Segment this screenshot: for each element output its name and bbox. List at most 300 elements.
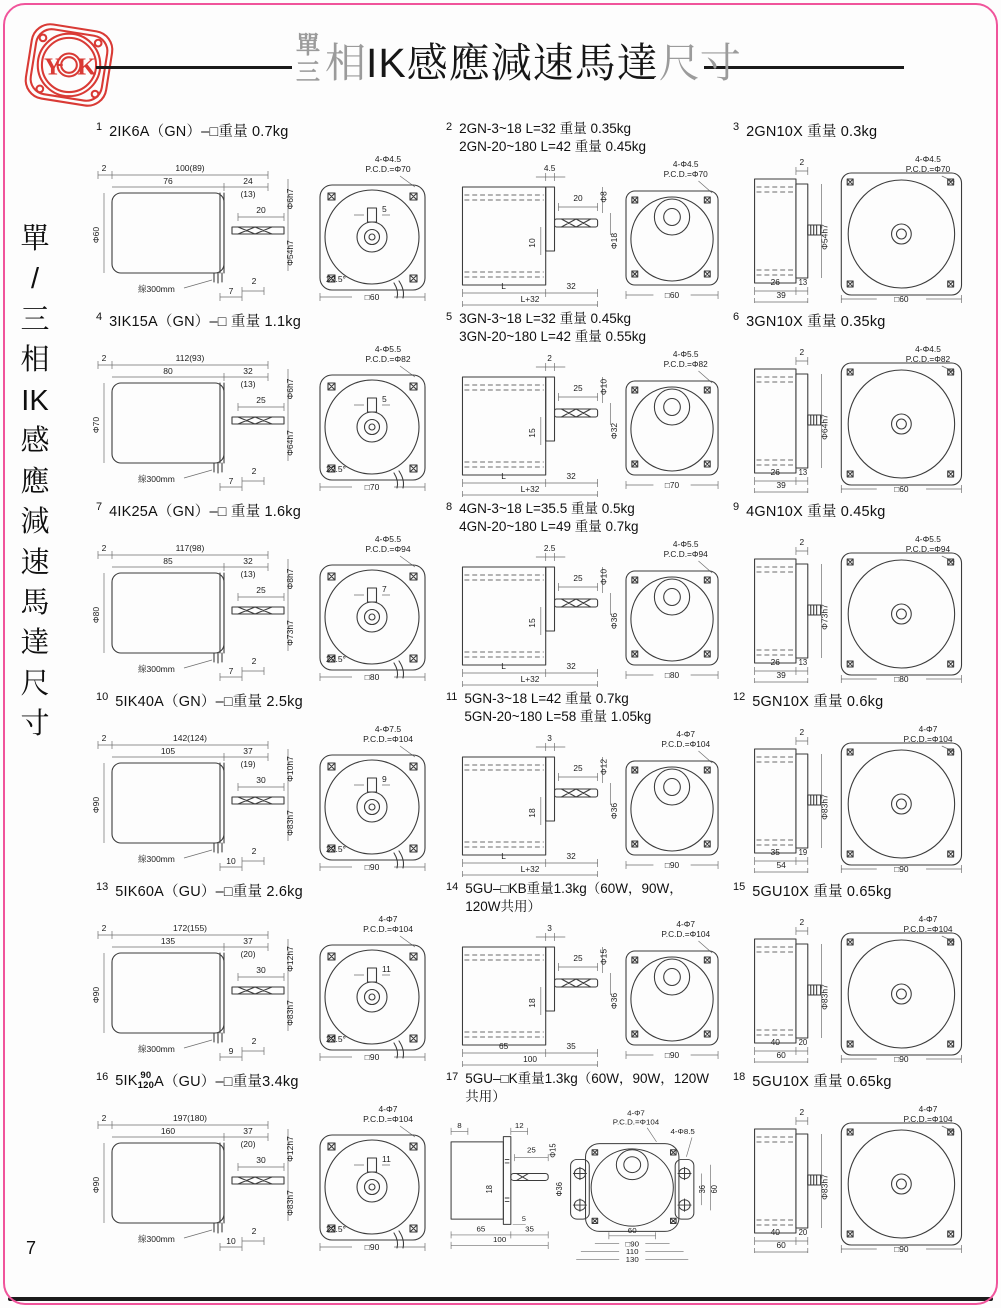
dim-square-size: □90 (664, 1050, 680, 1061)
drawing-cell (430, 878, 717, 1068)
dim-angle: 22.5° (326, 274, 346, 284)
dim-shaft-length: 20 (573, 193, 583, 204)
dim-length-2: 35 (566, 1041, 576, 1052)
dim-key-offset: 18 (527, 998, 537, 1008)
pcd-note: P.C.D.=Φ94 (905, 543, 951, 555)
sidebar-char: 應 (20, 465, 50, 498)
pinion-dimension-drawing (725, 721, 997, 873)
model-label (746, 120, 877, 141)
model-text: 5IK40A（GN）–□重量 2.5kg (115, 694, 303, 710)
dim-shaft-length: 25 (573, 573, 583, 584)
dim-plate-gap: 2 (799, 1106, 805, 1118)
logo-letter-y: Y (44, 54, 62, 81)
model-text: 3GN10X 重量 0.35kg (746, 314, 886, 330)
pcd-note: P.C.D.=Φ94 (365, 544, 411, 554)
cell-number: 12 (733, 691, 746, 703)
dim-bottom-2: 13 (798, 277, 808, 288)
cell-title-row (725, 120, 996, 151)
mount-hole-note: 4-Φ4.5 (672, 159, 699, 170)
dim-shaft-length: 30 (256, 775, 266, 785)
pcd-note: P.C.D.=Φ70 (905, 163, 951, 175)
pinion-dimension-drawing (725, 531, 997, 683)
dim-plate-gap: 2 (799, 536, 805, 548)
sidebar-char: 尺 (20, 667, 50, 700)
dim-length-2: 32 (566, 471, 576, 482)
dim-rear-gap: 2 (251, 1036, 257, 1046)
model-label (465, 1070, 717, 1105)
motor-dimension-drawing (88, 151, 428, 303)
drawings-grid (80, 118, 996, 1264)
cell-number: 1 (96, 121, 103, 133)
dim-square-size: □90 (625, 1239, 640, 1249)
dim-motor-diameter: Φ70 (91, 416, 101, 434)
dim-plate: 3 (547, 733, 552, 744)
pcd-note: P.C.D.=Φ82 (663, 359, 708, 370)
pcd-note: P.C.D.=Φ82 (905, 353, 951, 365)
drawing-cell (80, 1068, 430, 1258)
cell-title-row (725, 880, 996, 911)
sidebar-char: 減 (20, 506, 50, 539)
model-label (115, 1070, 298, 1091)
pcd-note: P.C.D.=Φ104 (903, 1113, 953, 1125)
cell-number: 8 (446, 501, 453, 513)
dim-bottom-total: 60 (776, 1049, 786, 1061)
dim-bottom-1: 26 (770, 466, 780, 478)
motor-dimension-drawing (88, 911, 428, 1063)
cell-title-row (88, 690, 430, 721)
dim-shaft-length: 20 (256, 205, 266, 215)
lead-wire-label: 線300mm (138, 1234, 175, 1244)
sidebar-char: / (30, 263, 40, 296)
dim-bottom-1: 26 (770, 276, 780, 288)
dim-bottom-1: 65 (476, 1224, 486, 1234)
dim-ext-length: 32 (243, 366, 253, 376)
dim-boss-diameter: Φ83h7 (819, 1174, 830, 1200)
drawing-cell (430, 118, 717, 308)
pcd-note: P.C.D.=Φ104 (903, 923, 953, 935)
cell-title-row (88, 310, 430, 341)
cell-title-row (438, 1070, 717, 1105)
cell-title-row (725, 1070, 996, 1101)
model-text: 4GN10X 重量 0.45kg (746, 504, 886, 520)
drawing-cell (717, 308, 996, 498)
page-title (296, 18, 741, 100)
mount-hole-note: 4-Φ5.5 (374, 344, 402, 354)
lead-wire-label: 線300mm (138, 474, 175, 484)
mount-hole-note: 4-Φ5.5 (672, 539, 699, 550)
dim-overall-length: 100(89) (175, 163, 205, 173)
dim-shaft-length: 25 (256, 395, 266, 405)
dim-keyway: 5 (382, 394, 387, 404)
dim-bottom-total: 100 (493, 1235, 507, 1244)
dim-bottom-1: 40 (770, 1036, 780, 1048)
model-line-1: 5GU–□K重量1.3kg（60W，90W，120W共用） (465, 1071, 709, 1104)
dim-square-size: □90 (894, 863, 909, 873)
dim-shaft-diameter: Φ15 (548, 1143, 558, 1158)
dim-boss-diameter: Φ18 (609, 232, 620, 250)
dim-shaft-length: 25 (573, 953, 583, 964)
cell-number: 4 (96, 311, 103, 323)
dim-shaft-diameter: Φ8h7 (285, 568, 295, 590)
dim-front-gap: 2 (101, 923, 107, 933)
model-label (115, 880, 303, 901)
model-line-2: 3GN-20~180 L=42 重量 0.55kg (459, 328, 646, 344)
dim-bottom-2: 20 (798, 1037, 808, 1048)
mount-hole-note: 4-Φ5.5 (672, 349, 699, 360)
pcd-note: P.C.D.=Φ104 (363, 924, 413, 934)
dim-rear-gap: 2 (251, 1226, 257, 1236)
model-label (109, 310, 301, 331)
dim-ext-length: 32 (243, 556, 253, 566)
mount-hole-note: 4-Φ7 (627, 1108, 645, 1118)
dim-ext-length-alt: (13) (240, 379, 256, 389)
dim-motor-diameter: Φ60 (91, 226, 101, 244)
dim-shaft-diameter: Φ12h7 (285, 946, 295, 972)
cell-number: 11 (446, 691, 458, 703)
dim-ext-length: 37 (243, 746, 253, 756)
model-label (752, 1070, 891, 1091)
fraction-top: 90 (140, 1070, 152, 1081)
pinion-side-view (755, 369, 821, 473)
pcd-note: P.C.D.=Φ104 (903, 733, 953, 745)
cell-number: 3 (733, 121, 740, 133)
phase-stack (296, 32, 320, 86)
page-bottom-rule (8, 1297, 993, 1301)
flange-front-view (571, 1144, 694, 1232)
dim-key-offset: 10 (527, 238, 537, 248)
dim-square-size: □80 (364, 672, 380, 682)
dim-key-offset: 15 (527, 618, 537, 628)
cell-title-row (438, 500, 717, 535)
pinion-dimension-drawing (725, 151, 997, 303)
dim-square-size: □80 (894, 673, 909, 683)
dim-plate-gap: 2 (799, 916, 805, 928)
cell-number: 5 (446, 311, 453, 323)
model-label (752, 880, 891, 901)
mount-hole-note: 4-Φ7 (378, 914, 398, 924)
dim-square-size: □90 (664, 860, 680, 871)
hidden-lines (757, 567, 794, 655)
sidebar-char: 馬 (20, 586, 50, 619)
pcd-note: P.C.D.=Φ104 (363, 1114, 413, 1124)
gearhead-front-view (626, 381, 718, 475)
dim-length-1: L (501, 471, 506, 482)
sidebar-char: 感 (20, 425, 50, 458)
dim-top-1: 8 (457, 1121, 462, 1130)
dim-bottom-1: 35 (770, 846, 780, 858)
dim-plate-gap: 2 (799, 346, 805, 358)
model-text: 5GN10X 重量 0.6kg (752, 694, 884, 710)
dim-body-length: 135 (160, 936, 176, 946)
dim-front-gap: 2 (101, 163, 107, 173)
dim-front-gap: 2 (101, 1113, 107, 1123)
dim-front-gap: 2 (101, 733, 107, 743)
dim-shaft-diameter: Φ10 (598, 568, 609, 586)
dim-length-1: L (501, 851, 506, 862)
cell-title-row (88, 1070, 430, 1101)
drawing-cell (80, 688, 430, 878)
dim-angle: 22.5° (326, 464, 346, 474)
dim-key-offset: 15 (527, 428, 537, 438)
drawing-cell (430, 1068, 720, 1264)
flange-dimension-drawing (438, 1105, 720, 1263)
dim-bottom-total: 39 (776, 289, 786, 301)
pinion-front-view (841, 553, 961, 675)
mount-hole-note: 4-Φ4.5 (915, 343, 941, 355)
dim-plate-5: 5 (521, 1216, 526, 1223)
model-label (465, 880, 717, 915)
mount-hole-note: 4-Φ5.5 (374, 534, 402, 544)
gearhead-front-view (626, 951, 718, 1045)
cell-title-row (438, 880, 717, 915)
model-line-1: 5GU–□KB重量1.3kg（60W，90W，120W共用） (465, 881, 683, 914)
mount-hole-note: 4-Φ7 (918, 913, 938, 925)
dim-overall-length: 112(93) (175, 353, 205, 363)
cell-title-row (438, 120, 717, 155)
mount-hole-note: 4-Φ7 (378, 1104, 398, 1114)
dim-overall-length: 142(124) (172, 733, 208, 743)
pinion-front-view (841, 933, 961, 1055)
dim-length-1: 65 (498, 1041, 509, 1052)
model-text: 5GU10X 重量 0.65kg (752, 1074, 892, 1090)
hidden-lines (464, 195, 543, 277)
dim-square-size: □80 (664, 670, 680, 681)
sidebar-char: 相 (20, 344, 50, 377)
dim-square-size: □60 (894, 483, 909, 493)
dim-overall-length: 197(180) (172, 1113, 208, 1123)
dim-shaft-length: 30 (256, 965, 266, 975)
mount-hole-note: 4-Φ4.5 (915, 153, 941, 165)
gearhead-front-view (626, 571, 718, 665)
dim-square-size: □70 (364, 482, 380, 492)
dim-length-total: L+32 (520, 674, 540, 685)
dim-boss-diameter: Φ54h7 (819, 224, 830, 250)
dim-body-length: 85 (163, 556, 173, 566)
cell-title-row (438, 310, 717, 345)
cell-title-row (88, 880, 430, 911)
model-label (746, 310, 885, 331)
dim-keyway: 7 (382, 584, 387, 594)
dim-plate: 2 (547, 353, 552, 364)
dim-keyway: 11 (382, 1154, 391, 1164)
hidden-lines (464, 765, 543, 847)
dim-bottom-total: 39 (776, 669, 786, 681)
dim-overall-length: 172(155) (172, 923, 208, 933)
dim-rear-length: 7 (228, 286, 234, 296)
dim-motor-diameter: Φ90 (91, 986, 101, 1004)
motor-dimension-drawing (88, 721, 428, 873)
dim-front-2: 110 (625, 1247, 639, 1257)
drawing-cell (430, 308, 717, 498)
hidden-lines (464, 575, 543, 657)
model-text: 3IK15A（GN）–□ 重量 1.1kg (109, 314, 301, 330)
pinion-dimension-drawing (725, 911, 997, 1063)
lead-wire-label: 線300mm (138, 1044, 175, 1054)
model-text: 5IK (115, 1072, 138, 1089)
dim-plate: 2.5 (543, 543, 556, 554)
pcd-note: P.C.D.=Φ104 (661, 739, 711, 750)
lead-wire-label: 線300mm (138, 664, 175, 674)
title-main: IK感應減速馬達 (366, 39, 659, 86)
model-line-1: 3GN-3~18 L=32 重量 0.45kg (459, 311, 631, 326)
hidden-lines (757, 1137, 794, 1225)
dim-shaft-length: 25 (573, 763, 583, 774)
pinion-side-view (755, 939, 821, 1043)
gearhead-dimension-drawing (438, 155, 720, 307)
model-label (115, 690, 303, 711)
cell-number: 7 (96, 501, 103, 513)
pinion-front-view (841, 1123, 961, 1245)
pcd-note: P.C.D.=Φ82 (365, 354, 411, 364)
dim-shaft-diameter: Φ15 (598, 948, 609, 966)
dim-front-gap: 2 (101, 353, 107, 363)
model-label (459, 500, 638, 535)
model-line-1: 5GN-3~18 L=42 重量 0.7kg (464, 691, 629, 706)
lead-wire-label: 線300mm (138, 854, 175, 864)
cell-number: 10 (96, 691, 109, 703)
dim-length-2: 32 (566, 281, 576, 292)
dim-boss-diameter: Φ83h7 (819, 984, 830, 1010)
dim-bottom-total: 60 (776, 1239, 786, 1251)
dim-length-1: L (501, 281, 506, 292)
sidebar-char: 單 (20, 223, 50, 255)
dim-rear-length: 10 (226, 1236, 236, 1246)
hidden-lines (757, 377, 794, 465)
gearhead-front-view (626, 761, 718, 855)
dim-plate: 3 (547, 923, 552, 934)
model-text: 4IK25A（GN）–□ 重量 1.6kg (109, 504, 301, 520)
dim-bottom-2: 20 (798, 1227, 808, 1238)
model-line-1: 4GN-3~18 L=35.5 重量 0.5kg (459, 501, 635, 516)
model-label (464, 690, 651, 725)
dim-front-gap: 2 (101, 543, 107, 553)
dim-shaft-length: 30 (256, 1155, 266, 1165)
dim-ext-length-alt: (20) (240, 949, 256, 959)
model-label (746, 500, 885, 521)
dim-shaft-length: 25 (573, 383, 583, 394)
dim-length-total: L+32 (520, 294, 540, 305)
model-fraction (138, 1071, 154, 1090)
cell-number: 16 (96, 1071, 109, 1083)
dim-boss-diameter: Φ32 (609, 422, 620, 440)
mount-hole-note: 4-Φ7 (676, 919, 696, 930)
dim-boss-diameter: Φ73h7 (285, 620, 295, 646)
gearhead-dimension-drawing (438, 915, 720, 1067)
dim-rear-length: 10 (226, 856, 236, 866)
dim-motor-diameter: Φ80 (91, 606, 101, 624)
hidden-lines (757, 187, 794, 275)
dim-bottom-2: 13 (798, 657, 808, 668)
cell-number: 13 (96, 881, 109, 893)
dim-motor-diameter: Φ90 (91, 796, 101, 814)
dim-plate: 4.5 (543, 163, 556, 174)
dim-shaft-diameter: Φ10 (598, 378, 609, 396)
pinion-side-view (755, 1129, 821, 1233)
dim-front-1: 60 (627, 1226, 637, 1236)
dim-boss-diameter: Φ73h7 (819, 604, 830, 630)
dim-square-size: □70 (664, 480, 680, 491)
cell-number: 2 (446, 121, 453, 133)
drawing-cell (717, 118, 996, 308)
dim-ext-length-alt: (20) (240, 1139, 256, 1149)
model-text-suffix: A（GU）–□重量3.4kg (154, 1074, 299, 1090)
pcd-note: P.C.D.=Φ94 (663, 549, 708, 560)
dim-boss-diameter: Φ36 (554, 1182, 565, 1197)
dim-body-length: 160 (160, 1126, 176, 1136)
dim-boss-diameter: Φ36 (609, 992, 620, 1010)
pcd-note: P.C.D.=Φ104 (363, 734, 413, 744)
dim-motor-diameter: Φ90 (91, 1176, 101, 1194)
cell-number: 18 (733, 1071, 746, 1083)
model-text: 5GU10X 重量 0.65kg (752, 884, 892, 900)
ear-hole-note: 4-Φ8.5 (670, 1127, 695, 1136)
dim-shaft-diameter: Φ8 (598, 191, 609, 203)
dim-square-size: □60 (894, 293, 909, 303)
model-label (109, 120, 288, 141)
gearhead-dimension-drawing (438, 345, 720, 497)
mount-hole-note: 4-Φ4.5 (374, 154, 402, 164)
title-gray-prefix: 相 (325, 39, 366, 86)
dim-body-length: 80 (163, 366, 173, 376)
dim-bottom-2: 19 (798, 847, 808, 858)
dim-ext-length: 37 (243, 936, 253, 946)
sidebar-char: 三 (20, 303, 50, 336)
cell-title-row (438, 690, 717, 725)
dim-keyway: 5 (382, 204, 387, 214)
cell-title-row (725, 310, 996, 341)
dim-top-2: 12 (514, 1121, 524, 1130)
gearhead-dimension-drawing (438, 725, 720, 877)
dim-boss-diameter: Φ36 (609, 802, 620, 820)
cell-number: 9 (733, 501, 740, 513)
dim-boss-diameter: Φ83h7 (819, 794, 830, 820)
sidebar-char: 達 (20, 627, 50, 660)
dim-front-3: 130 (625, 1255, 639, 1264)
model-label (459, 120, 646, 155)
cell-number: 15 (733, 881, 746, 893)
title-gray-suffix: 尺寸 (658, 39, 741, 86)
dim-keyway: 11 (382, 964, 391, 974)
pinion-front-view (841, 173, 961, 295)
model-line-2: 5GN-20~180 L=58 重量 1.05kg (464, 708, 652, 724)
mount-hole-note: 4-Φ7 (918, 1103, 938, 1115)
dim-angle: 22.5° (326, 1034, 346, 1044)
dim-length-total: L+32 (520, 864, 540, 875)
cell-number: 6 (733, 311, 740, 323)
dim-length-total: 100 (523, 1054, 537, 1065)
drawing-cell (80, 878, 430, 1068)
dim-body-length: 105 (160, 746, 176, 756)
dim-angle: 22.5° (326, 654, 346, 664)
pcd-note: P.C.D.=Φ104 (661, 929, 711, 940)
fraction-bottom: 120 (137, 1079, 155, 1091)
hidden-lines (757, 947, 794, 1035)
dim-shaft-diameter: Φ6h7 (285, 378, 295, 400)
phase-single: 單 (296, 32, 320, 59)
dim-rear-gap: 2 (251, 276, 257, 286)
dim-ext-length: 37 (243, 1126, 253, 1136)
motor-dimension-drawing (88, 531, 428, 683)
dim-shaft-length: 25 (526, 1145, 536, 1155)
dim-key-offset: 18 (527, 808, 537, 818)
dim-right-2: 60 (709, 1185, 720, 1194)
dim-key-offset: 18 (484, 1185, 495, 1194)
pcd-note: P.C.D.=Φ70 (365, 164, 411, 174)
dim-boss-diameter: Φ83h7 (285, 810, 295, 836)
dim-length-total: L+32 (520, 484, 540, 495)
dim-ext-length-alt: (13) (240, 189, 256, 199)
pinion-dimension-drawing (725, 1101, 997, 1253)
